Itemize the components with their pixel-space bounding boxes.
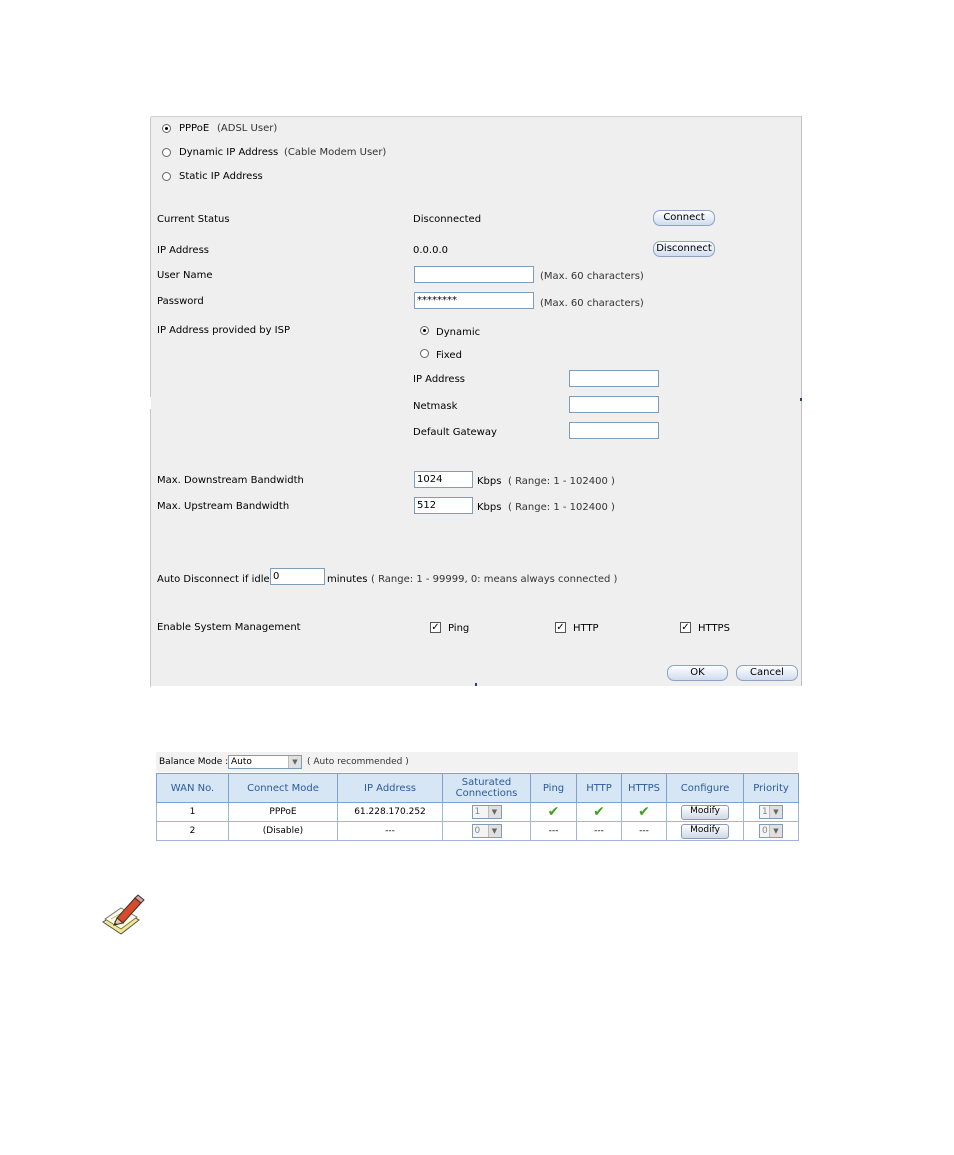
- modify-button[interactable]: Modify: [681, 805, 729, 820]
- pencil-note-icon: [99, 892, 145, 936]
- saturated-value: 0: [474, 826, 481, 836]
- header-connect-mode: Connect Mode: [229, 774, 338, 803]
- netmask-label: Netmask: [413, 401, 458, 412]
- balance-mode-value: Auto: [231, 757, 252, 767]
- chevron-down-icon: ▼: [488, 806, 501, 818]
- priority-cell: [744, 822, 799, 841]
- password-input[interactable]: ********: [414, 292, 534, 309]
- gateway-label: Default Gateway: [413, 427, 497, 438]
- header-saturated: Saturated Connections: [443, 774, 531, 803]
- connect-mode: PPPoE: [229, 803, 338, 822]
- ping-checkbox[interactable]: ✓: [431, 622, 440, 633]
- header-http: HTTP: [577, 774, 622, 803]
- https-checkbox[interactable]: ✓: [681, 622, 690, 633]
- fixed-ip-label: IP Address: [413, 374, 465, 385]
- balance-mode-label: Balance Mode :: [159, 757, 229, 767]
- static-ip-label: Static IP Address: [179, 171, 263, 182]
- ok-button[interactable]: OK: [667, 665, 728, 681]
- password-label: Password: [157, 296, 204, 307]
- radio-static-ip[interactable]: [162, 172, 171, 181]
- wan-no: 1: [157, 803, 229, 822]
- fixed-ip-input[interactable]: [569, 370, 659, 387]
- dynamic-ip-hint: (Cable Modem User): [284, 147, 387, 158]
- priority-value: 0: [762, 826, 768, 836]
- current-status-value: Disconnected: [413, 214, 482, 225]
- ip-address-value: 0.0.0.0: [413, 245, 448, 256]
- panel-left-edge: [150, 117, 151, 397]
- header-wan-no: WAN No.: [157, 774, 229, 803]
- saturated-select[interactable]: [472, 824, 502, 838]
- chevron-down-icon: ▼: [769, 806, 782, 818]
- saturated-cell: [443, 822, 531, 841]
- priority-select[interactable]: [759, 824, 783, 838]
- table-row: [157, 822, 799, 841]
- connect-button[interactable]: Connect: [653, 210, 715, 226]
- upstream-label: Max. Upstream Bandwidth: [157, 501, 290, 512]
- downstream-range: ( Range: 1 - 102400 ): [508, 476, 615, 487]
- https-cell: ---: [622, 822, 667, 841]
- ping-cell: [531, 803, 577, 822]
- radio-dynamic-ip[interactable]: [162, 148, 171, 157]
- configure-cell: [667, 803, 744, 822]
- gateway-input[interactable]: [569, 422, 659, 439]
- upstream-input[interactable]: 512: [414, 497, 473, 514]
- disconnect-button[interactable]: Disconnect: [653, 241, 715, 257]
- idle-unit: minutes: [327, 574, 368, 585]
- wan-no: 2: [157, 822, 229, 841]
- downstream-input[interactable]: 1024: [414, 471, 473, 488]
- configure-cell: [667, 822, 744, 841]
- priority-value: 1: [762, 807, 768, 817]
- wan-status-table-area: [156, 752, 798, 845]
- isp-fixed-label: Fixed: [436, 350, 462, 361]
- header-ping: Ping: [531, 774, 577, 803]
- password-hint: (Max. 60 characters): [540, 298, 644, 309]
- balance-mode-hint: ( Auto recommended ): [307, 757, 409, 767]
- idle-label: Auto Disconnect if idle: [157, 574, 270, 585]
- saturated-select[interactable]: [472, 805, 502, 819]
- saturated-value: 1: [474, 807, 481, 817]
- idle-hint: ( Range: 1 - 99999, 0: means always connected ): [371, 574, 618, 585]
- username-hint: (Max. 60 characters): [540, 271, 644, 282]
- https-cell: [622, 803, 667, 822]
- panel-edge-mark-right: [800, 398, 802, 401]
- cancel-button[interactable]: Cancel: [736, 665, 798, 681]
- https-label: HTTPS: [698, 623, 730, 634]
- pppoe-label: PPPoE: [179, 123, 210, 134]
- upstream-range: ( Range: 1 - 102400 ): [508, 502, 615, 513]
- header-https: HTTPS: [622, 774, 667, 803]
- chevron-down-icon: ▼: [288, 756, 301, 768]
- username-input[interactable]: [414, 266, 534, 283]
- priority-select[interactable]: [759, 805, 783, 819]
- username-label: User Name: [157, 270, 213, 281]
- header-priority: Priority: [744, 774, 799, 803]
- radio-isp-fixed[interactable]: [420, 349, 429, 358]
- panel-edge-mark: [475, 683, 477, 686]
- chevron-down-icon: ▼: [769, 825, 782, 837]
- system-management-label: Enable System Management: [157, 622, 301, 633]
- http-label: HTTP: [573, 623, 599, 634]
- connect-mode: (Disable): [229, 822, 338, 841]
- balance-mode-select[interactable]: [228, 755, 302, 769]
- radio-isp-dynamic[interactable]: [420, 326, 429, 335]
- chevron-down-icon: ▼: [488, 825, 501, 837]
- current-status-label: Current Status: [157, 214, 230, 225]
- saturated-cell: [443, 803, 531, 822]
- http-cell: [577, 803, 622, 822]
- table-header-row: [157, 774, 799, 803]
- ip-address-label: IP Address: [157, 245, 209, 256]
- panel-left-edge-lower: [150, 409, 151, 687]
- ip-address: ---: [338, 822, 443, 841]
- wan-table: [156, 773, 799, 841]
- idle-input[interactable]: 0: [270, 568, 325, 585]
- header-configure: Configure: [667, 774, 744, 803]
- dynamic-ip-label: Dynamic IP Address: [179, 147, 279, 158]
- isp-dynamic-label: Dynamic: [436, 327, 481, 338]
- check-icon: ✔: [547, 804, 560, 820]
- table-row: [157, 803, 799, 822]
- radio-pppoe[interactable]: [162, 124, 171, 133]
- priority-cell: [744, 803, 799, 822]
- check-icon: ✔: [638, 804, 650, 820]
- check-icon: ✔: [593, 804, 605, 820]
- downstream-label: Max. Downstream Bandwidth: [157, 475, 304, 486]
- upstream-unit: Kbps: [477, 502, 502, 513]
- downstream-unit: Kbps: [477, 476, 502, 487]
- pppoe-config-panel: [151, 116, 802, 686]
- netmask-input[interactable]: [569, 396, 659, 413]
- balance-mode-bar: [156, 752, 798, 772]
- pppoe-hint: (ADSL User): [217, 123, 278, 134]
- modify-button[interactable]: Modify: [681, 824, 729, 839]
- http-checkbox[interactable]: ✓: [556, 622, 565, 633]
- ip-address: 61.228.170.252: [338, 803, 443, 822]
- http-cell: ---: [577, 822, 622, 841]
- header-ip-address: IP Address: [338, 774, 443, 803]
- isp-label: IP Address provided by ISP: [157, 325, 291, 336]
- ping-label: Ping: [448, 623, 470, 634]
- ping-cell: ---: [531, 822, 577, 841]
